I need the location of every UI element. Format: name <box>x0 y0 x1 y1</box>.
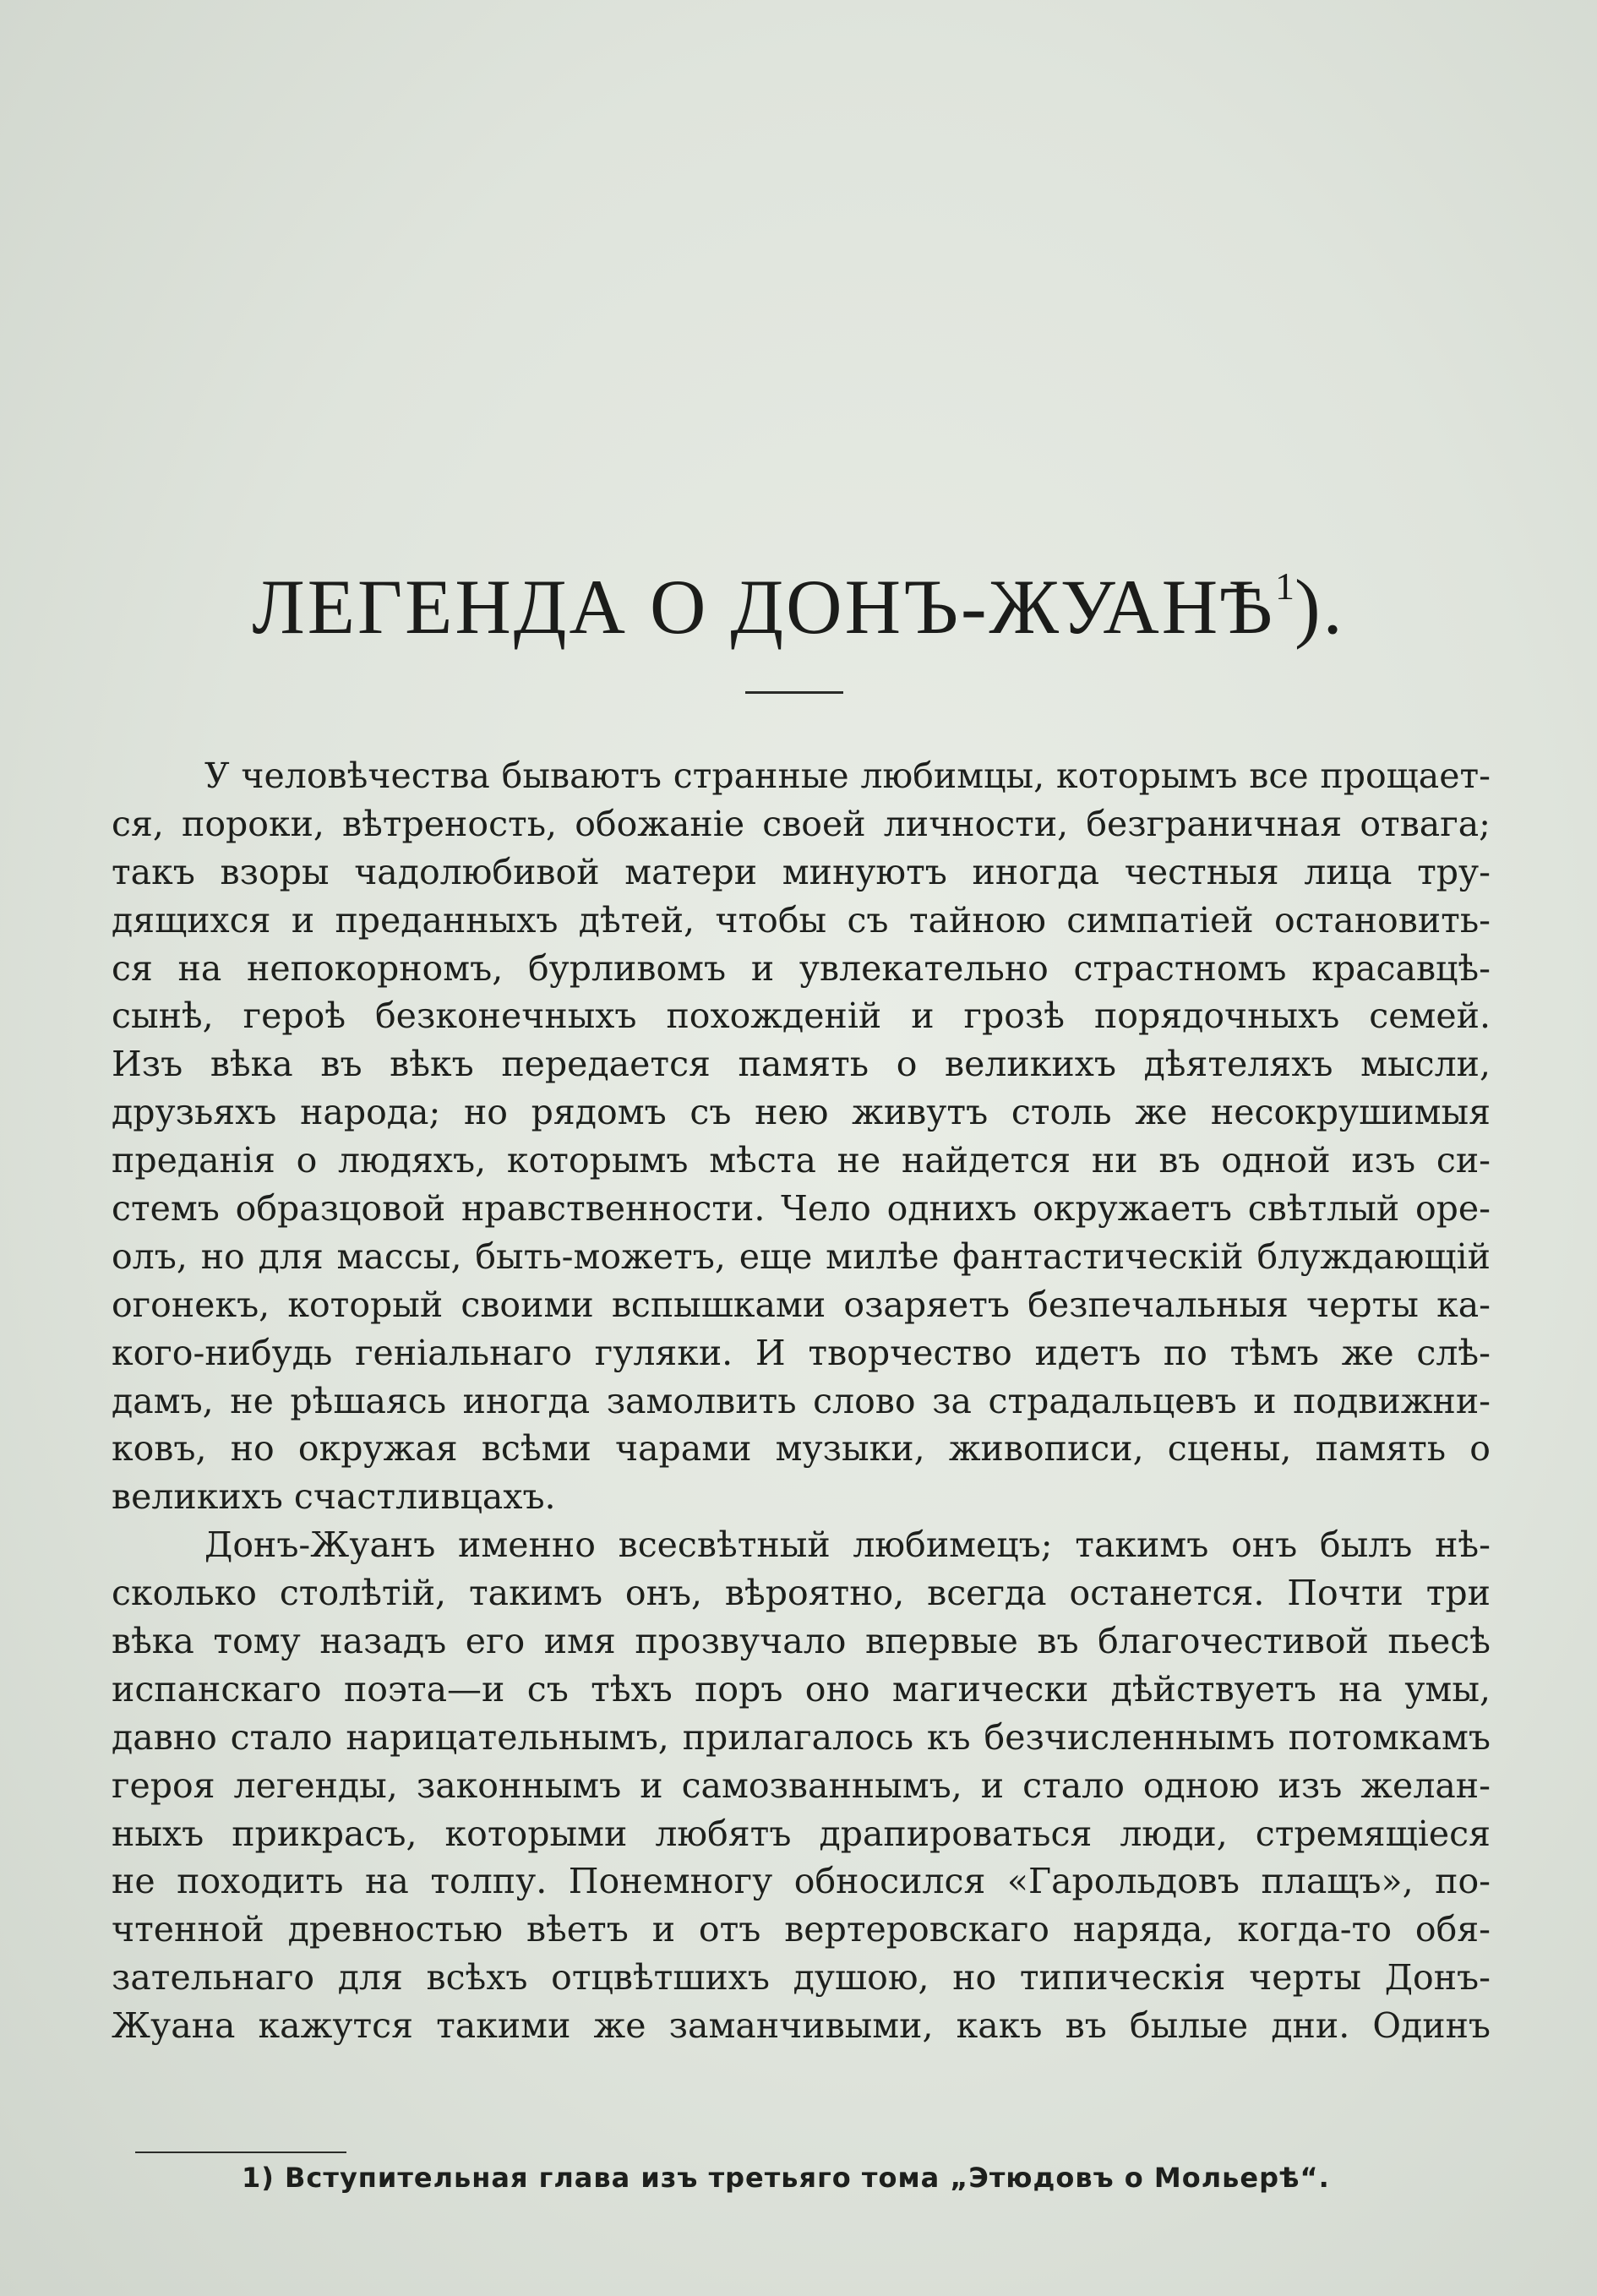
title-text: ЛЕГЕНДА О ДОНЪ-ЖУАНѢ <box>252 564 1275 650</box>
text-line: преданія о людяхъ, которымъ мѣста не найдется ни въ одной изъ си- <box>112 1140 1491 1181</box>
text-line: зательнаго для всѣхъ отцвѣтшихъ душою, но типическія черты Донъ- <box>112 1957 1491 1999</box>
text-line: У человѣчества бываютъ странные любимцы, которымъ все прощает- <box>204 755 1491 796</box>
title-suffix: ). <box>1294 564 1345 650</box>
text-line: Жуана кажутся такими же заманчивыми, какъ въ былые дни. Одинъ <box>112 2005 1491 2047</box>
title-divider <box>745 691 843 694</box>
body-text <box>112 752 1491 2050</box>
page-title <box>0 562 1597 652</box>
text-line: ся, пороки, вѣтреность, обожаніе своей личности, безграничная отвага; <box>112 803 1491 844</box>
text-line: дящихся и преданныхъ дѣтей, чтобы съ тайною симпатіей остановить- <box>112 899 1491 941</box>
text-line: не походить на толпу. Понемногу обносился «Гарольдовъ плащъ», по- <box>112 1861 1491 1902</box>
text-line: сынѣ, героѣ безконечныхъ похожденій и грозѣ порядочныхъ семей. <box>112 995 1491 1037</box>
text-line: Изъ вѣка въ вѣкъ передается память о великихъ дѣятеляхъ мысли, <box>112 1044 1491 1085</box>
footnote-divider <box>135 2151 346 2153</box>
text-line: великихъ счастливцахъ. <box>112 1476 556 1518</box>
text-line: вѣка тому назадъ его имя прозвучало впервые въ благочестивой пьесѣ <box>112 1621 1491 1662</box>
text-line: чтенной древностью вѣетъ и отъ вертеровскаго наряда, когда-то обя- <box>112 1909 1491 1950</box>
text-line: ныхъ прикрасъ, которыми любятъ драпироваться люди, стремящіеся <box>112 1813 1491 1854</box>
title-footnote-mark: 1 <box>1274 564 1294 608</box>
text-line: ковъ, но окружая всѣми чарами музыки, живописи, сцены, память о <box>112 1428 1491 1470</box>
footnote: 1) Вступительная глава изъ третьяго тома „Этюдовъ о Мольерѣ“. <box>242 2162 1330 2194</box>
text-line: олъ, но для массы, быть-можетъ, еще милѣе фантастическій блуждающій <box>112 1235 1491 1277</box>
text-line: огонекъ, который своими вспышками озаряетъ безпечальныя черты ка- <box>112 1284 1491 1325</box>
text-line: Донъ-Жуанъ именно всесвѣтный любимецъ; такимъ онъ былъ нѣ- <box>204 1524 1491 1566</box>
text-line: дамъ, не рѣшаясь иногда замолвить слово за страдальцевъ и подвижни- <box>112 1380 1491 1421</box>
text-line: стемъ образцовой нравственности. Чело однихъ окружаетъ свѣтлый оре- <box>112 1188 1491 1230</box>
text-line: сколько столѣтій, такимъ онъ, вѣроятно, всегда останется. Почти три <box>112 1573 1491 1614</box>
text-line: героя легенды, законнымъ и самозваннымъ, и стало одною изъ желан- <box>112 1764 1491 1806</box>
text-line: друзьяхъ народа; но рядомъ съ нею живутъ столь же несокрушимыя <box>112 1092 1491 1133</box>
text-line: ся на непокорномъ, бурливомъ и увлекательно страстномъ красавцѣ- <box>112 947 1491 989</box>
text-line: испанскаго поэта—и съ тѣхъ поръ оно магически дѣйствуетъ на умы, <box>112 1668 1491 1710</box>
text-line: такъ взоры чадолюбивой матери минуютъ иногда честныя лица тру- <box>112 851 1491 892</box>
text-line: давно стало нарицательнымъ, прилагалось къ безчисленнымъ потомкамъ <box>112 1716 1491 1758</box>
text-line: кого-нибудь геніальнаго гуляки. И творчество идетъ по тѣмъ же слѣ- <box>112 1332 1491 1373</box>
